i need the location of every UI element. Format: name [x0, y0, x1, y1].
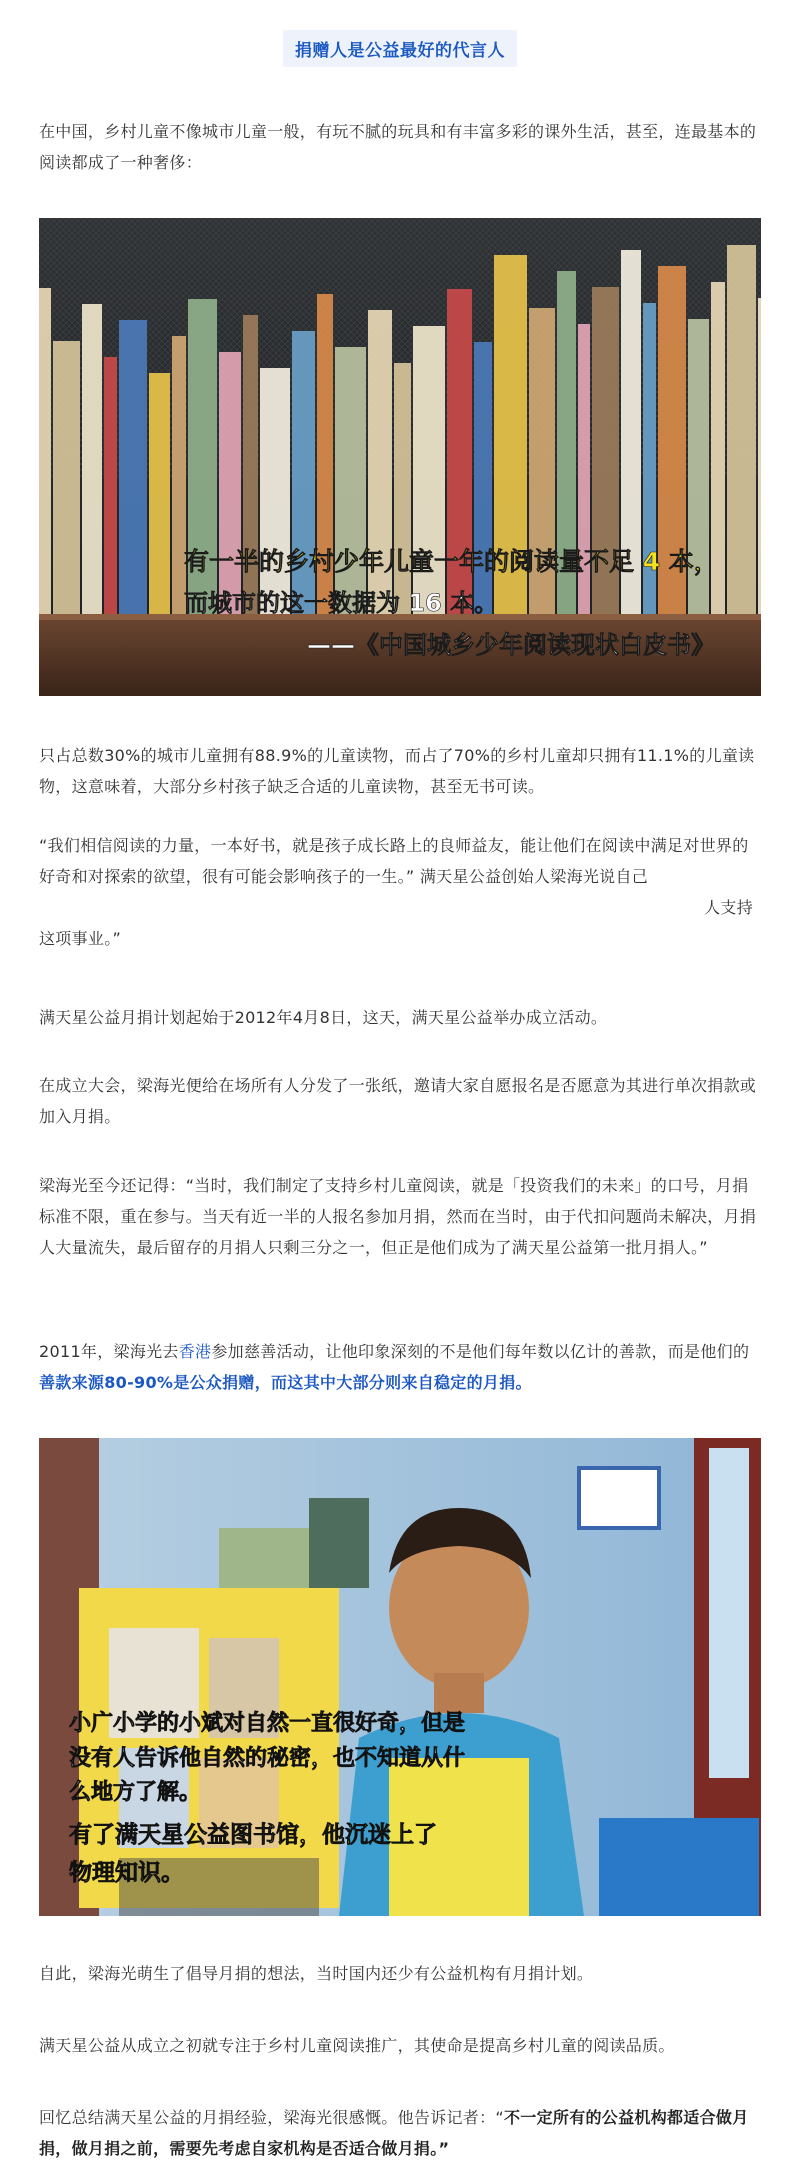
- image2-caption-line5: 物理知识。: [69, 1860, 184, 1886]
- image1-caption-line2: 而城市的这一数据为 16 本。: [184, 589, 499, 617]
- quote-end-text: 这项事业。”: [39, 929, 122, 948]
- bookshelf-illustration: [39, 218, 761, 696]
- image2-caption-line4: 有了满天星公益图书馆，他沉迷上了: [69, 1822, 437, 1848]
- hongkong-highlight: 善款来源80-90%是公众捐赠，而这其中大部分则来自稳定的月捐。: [39, 1373, 532, 1392]
- quote-main-text: “我们相信阅读的力量，一本好书，就是孩子成长路上的良师益友，能让他们在阅读中满足对世界的好奇和对探索的欲望，很有可能会影响孩子的一生。” 满天星公益创始人梁海光说自己: [39, 836, 749, 886]
- section-title: 捐赠人是公益最好的代言人: [283, 30, 517, 67]
- book-spine: [474, 342, 492, 618]
- paragraph-intro: 在中国，乡村儿童不像城市儿童一般，有玩不腻的玩具和有丰富多彩的课外生活，甚至，连最基本的阅读都成了一种奢侈：: [39, 122, 757, 172]
- hongkong-text-c: 参加慈善活动，让他印象深刻的不是他们每年数以亿计的善款，而是他们的: [211, 1342, 750, 1361]
- image1-caption-line3: ——《中国城乡少年阅读现状白皮书》: [307, 631, 715, 659]
- book-spine: [104, 357, 117, 618]
- quote-right-fragment: 人支持: [704, 898, 753, 917]
- book-spine: [149, 373, 170, 618]
- paragraph-founding-meeting: 在成立大会，梁海光便给在场所有人分发了一张纸，邀请大家自愿报名是否愿意为其进行单次捐款或加入月捐。: [39, 1076, 757, 1126]
- image1-caption-line1: 有一半的乡村少年儿童一年的阅读量不足 4 本，: [184, 547, 719, 576]
- book-spine: [219, 352, 241, 618]
- paragraph-experience: [39, 2102, 761, 2164]
- book-spine: [758, 298, 761, 618]
- book-spine: [727, 245, 756, 618]
- image2-caption-line2: 没有人告诉他自然的秘密，也不知道从什: [69, 1746, 466, 1771]
- boy-reading-photo: [39, 1438, 761, 1916]
- book-spine: [82, 304, 102, 618]
- section-title-wrap: [0, 30, 800, 67]
- experience-quote-bold: 不一定所有的公益机构都适合做月捐，做月捐之前，需要先考虑自家机构是否适合做月捐。”: [39, 2108, 749, 2158]
- paragraph-statistics: 只占总数30%的城市儿童拥有88.9%的儿童读物，而占了70%的乡村儿童却只拥有11.1%的儿童读物，这意味着，大部分乡村孩子缺乏合适的儿童读物，甚至无书可读。: [39, 746, 755, 796]
- image2-caption-line1: 小广小学的小斌对自然一直很好奇，但是: [69, 1711, 466, 1736]
- boy-illustration: [39, 1438, 761, 1916]
- hongkong-text-a: 2011年，梁海光去: [39, 1342, 179, 1361]
- book-spine: [260, 368, 290, 618]
- book-spine: [53, 341, 80, 618]
- paragraph-memory: 梁海光至今还记得：“当时，我们制定了支持乡村儿童阅读，就是「投资我们的未来」的口号，月捐标准不限，重在参与。当天有近一半的人报名参加月捐，然而在当时，由于代扣问题尚未解决，月捐人大量流失，最后留存的月捐人只剩三分之一，但正是他们成为了满天星公益第一批月捐人。”: [39, 1176, 757, 1257]
- paragraph-monthly-idea: 自此，梁海光萌生了倡导月捐的想法，当时国内还少有公益机构有月捐计划。: [39, 1964, 594, 1983]
- book-spine: [335, 347, 366, 618]
- paragraph-hongkong: [39, 1336, 761, 1398]
- paragraph-mission: 满天星公益从成立之初就专注于乡村儿童阅读推广，其使命是提高乡村儿童的阅读品质。: [39, 2036, 675, 2055]
- book-spine: [39, 288, 51, 618]
- experience-text-a: 回忆总结满天星公益的月捐经验，梁海光很感慨。他告诉记者：“: [39, 2108, 504, 2127]
- paragraph-founding-date: 满天星公益月捐计划起始于2012年4月8日，这天，满天星公益举办成立活动。: [39, 1008, 608, 1027]
- hongkong-link[interactable]: 香港: [178, 1342, 212, 1361]
- book-spine: [394, 363, 411, 618]
- paragraph-quote: [39, 830, 761, 954]
- bookshelf-photo: [39, 218, 761, 696]
- image2-caption-line3: 么地方了解。: [69, 1780, 202, 1805]
- book-spine: [119, 320, 147, 618]
